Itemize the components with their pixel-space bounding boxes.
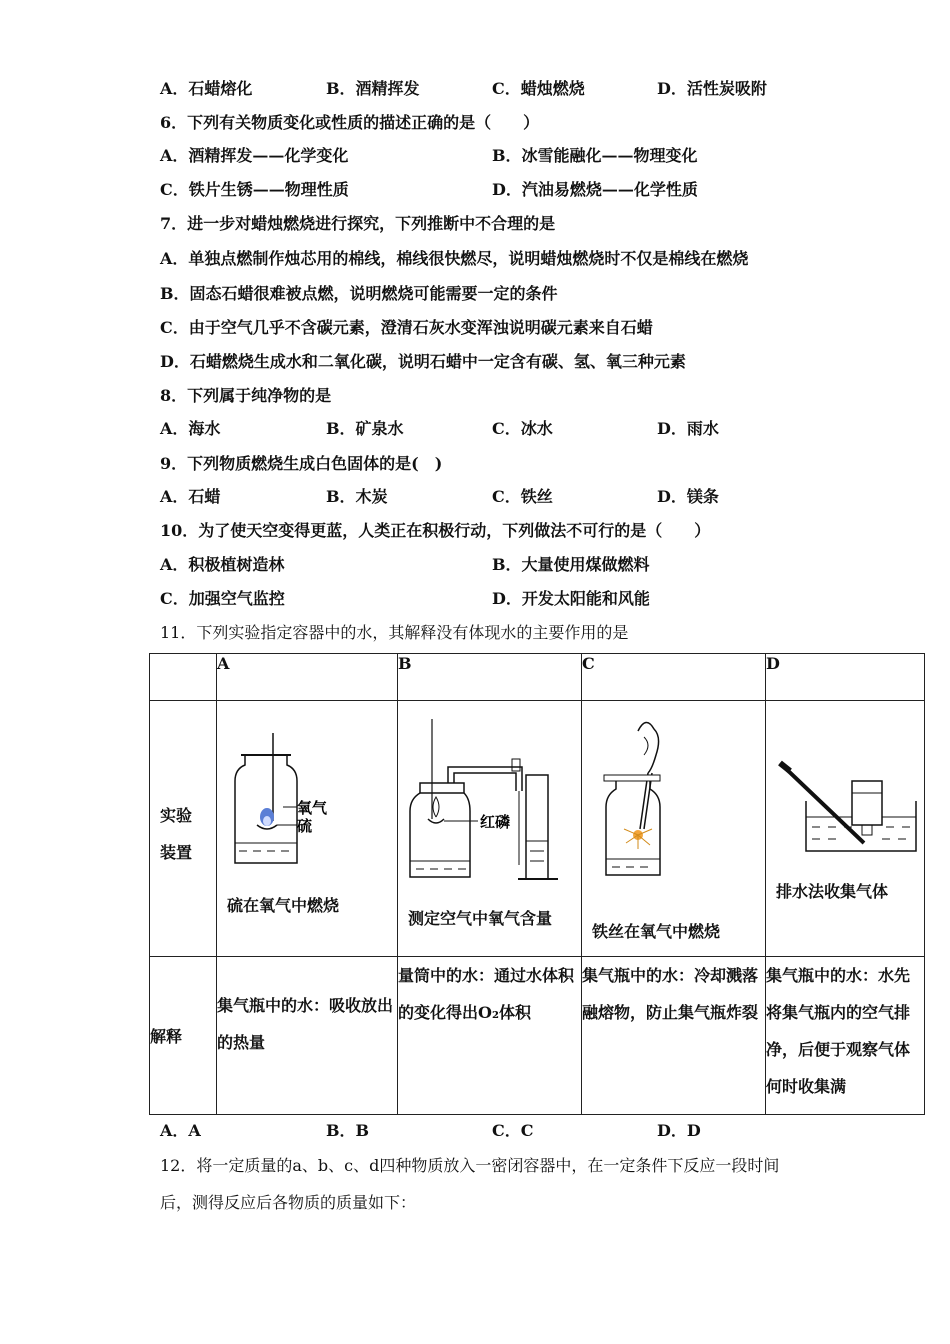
q11-option-a: A．A <box>160 1121 201 1140</box>
apparatus-c <box>582 701 766 957</box>
q10-option-c: C．加强空气监控 <box>160 589 285 608</box>
q6-option-a: A．酒精挥发——化学变化 <box>160 146 349 165</box>
explanation-a: 集气瓶中的水：吸收放出的热量 <box>217 957 398 1115</box>
apparatus-d <box>766 701 925 957</box>
q8-option-d: D．雨水 <box>657 419 719 438</box>
oxygen-content-diagram <box>398 711 581 901</box>
q5-option-d: D．活性炭吸附 <box>657 79 767 98</box>
row-label-apparatus-1: 实验 <box>160 806 193 825</box>
header-blank <box>150 654 217 701</box>
q10-stem: 10．为了使天空变得更蓝，人类正在积极行动，下列做法不可行的是（ ） <box>160 521 711 540</box>
q6-option-c: C．铁片生锈——物理性质 <box>160 180 349 199</box>
q9-option-a: A．石蜡 <box>160 487 221 506</box>
header-d: D <box>766 654 925 701</box>
q11-option-c: C．C <box>492 1121 534 1140</box>
q11-option-d: D．D <box>657 1121 701 1140</box>
water-displacement-diagram <box>766 741 924 861</box>
caption-b: 测定空气中氧气含量 <box>408 909 553 928</box>
q6-stem: 6．下列有关物质变化或性质的描述正确的是（ ） <box>160 113 540 132</box>
q7-option-b: B．固态石蜡很难被点燃，说明燃烧可能需要一定的条件 <box>160 284 558 303</box>
q9-stem: 9．下列物质燃烧生成白色固体的是( ) <box>160 454 443 473</box>
q11-option-b: B．B <box>326 1121 370 1140</box>
label-oxygen: 氧气 <box>297 799 328 817</box>
caption-c: 铁丝在氧气中燃烧 <box>592 922 721 941</box>
explanation-d: 集气瓶中的水：水先将集气瓶内的空气排净，后便于观察气体何时收集满 <box>766 957 925 1115</box>
apparatus-a <box>217 701 398 957</box>
q12-stem-line1: 12．将一定质量的a、b、c、d四种物质放入一密闭容器中，在一定条件下反应一段时间 <box>160 1156 780 1175</box>
explanation-c: 集气瓶中的水：冷却溅落融熔物，防止集气瓶炸裂 <box>582 957 766 1115</box>
q9-option-d: D．镁条 <box>657 487 719 506</box>
q7-option-c: C．由于空气几乎不含碳元素，澄清石灰水变浑浊说明碳元素来自石蜡 <box>160 318 653 337</box>
explanation-b: 量筒中的水：通过水体积的变化得出O₂体积 <box>398 957 582 1115</box>
row-label-apparatus <box>150 701 217 957</box>
apparatus-b <box>398 701 582 957</box>
label-sulfur: 硫 <box>297 817 313 835</box>
sulfur-combustion-diagram <box>217 721 397 901</box>
header-b: B <box>398 654 582 701</box>
q5-option-b: B．酒精挥发 <box>326 79 420 98</box>
q8-option-a: A．海水 <box>160 419 221 438</box>
q6-option-b: B．冰雪能融化——物理变化 <box>492 146 698 165</box>
caption-d: 排水法收集气体 <box>776 882 889 901</box>
q12-stem-line2: 后，测得反应后各物质的质量如下： <box>160 1193 417 1212</box>
row-label-apparatus-2: 装置 <box>160 843 193 862</box>
q10-option-d: D．开发太阳能和风能 <box>492 589 650 608</box>
q7-option-d: D．石蜡燃烧生成水和二氧化碳，说明石蜡中一定含有碳、氢、氧三种元素 <box>160 352 686 371</box>
q8-option-c: C．冰水 <box>492 419 553 438</box>
q9-option-b: B．木炭 <box>326 487 388 506</box>
header-c: C <box>582 654 766 701</box>
q10-option-b: B．大量使用煤做燃料 <box>492 555 650 574</box>
label-red-phosphorus: 红磷 <box>480 813 511 831</box>
q7-stem: 7．进一步对蜡烛燃烧进行探究，下列推断中不合理的是 <box>160 214 556 233</box>
q5-option-c: C．蜡烛燃烧 <box>492 79 585 98</box>
q11-stem: 11．下列实验指定容器中的水，其解释没有体现水的主要作用的是 <box>160 623 629 642</box>
iron-wire-combustion-diagram <box>582 711 765 901</box>
q10-option-a: A．积极植树造林 <box>160 555 285 574</box>
q8-stem: 8．下列属于纯净物的是 <box>160 386 332 405</box>
q7-option-a: A．单独点燃制作烛芯用的棉线，棉线很快燃尽，说明蜡烛燃烧时不仅是棉线在燃烧 <box>160 249 749 268</box>
row-label-explain: 解释 <box>150 957 217 1115</box>
caption-a: 硫在氧气中燃烧 <box>227 896 340 915</box>
q6-option-d: D．汽油易燃烧——化学性质 <box>492 180 698 199</box>
q9-option-c: C．铁丝 <box>492 487 553 506</box>
header-a: A <box>217 654 398 701</box>
q5-option-a: A．石蜡熔化 <box>160 79 253 98</box>
experiment-table <box>149 653 925 1115</box>
q8-option-b: B．矿泉水 <box>326 419 404 438</box>
